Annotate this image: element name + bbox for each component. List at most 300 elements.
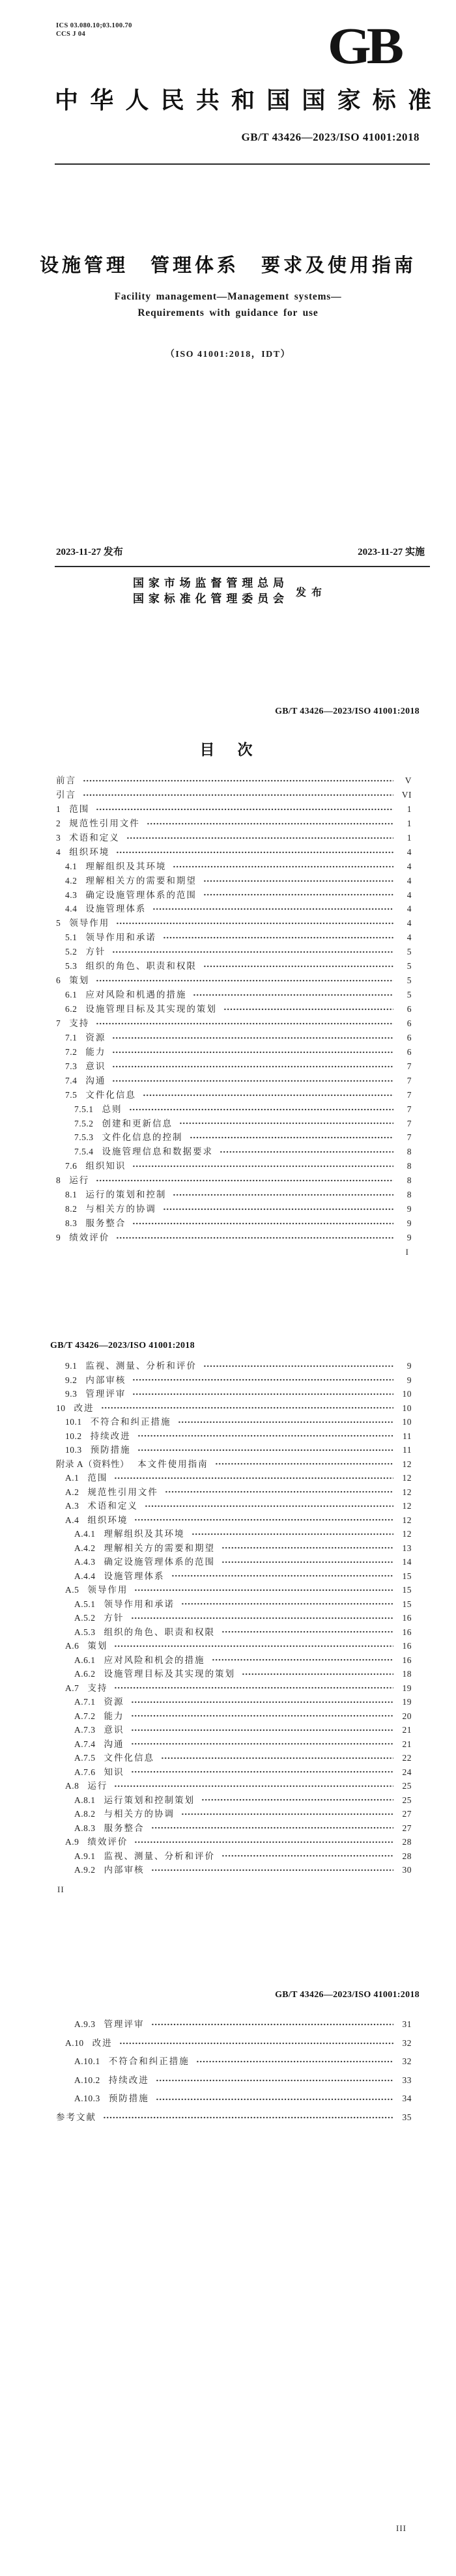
toc-row (56, 1485, 412, 1500)
toc-row (56, 1541, 412, 1556)
toc-row (56, 1102, 412, 1117)
toc-row (56, 902, 412, 916)
toc-row (56, 1045, 412, 1059)
toc-row (56, 1667, 412, 1681)
toc-entry-number: A.10.2 (74, 2075, 100, 2085)
toc-entry-page: 5 (406, 990, 412, 1000)
toc-entry-number: A.10.3 (74, 2093, 100, 2104)
toc-entry-number: A.7.6 (74, 1767, 96, 1777)
toc-row (56, 2034, 412, 2053)
dot-leader (203, 964, 393, 968)
toc-entry-number: 8 (56, 1175, 61, 1186)
toc-row (56, 1443, 412, 1457)
toc-entry-page: 31 (402, 2019, 412, 2029)
toc-entry-page: 4 (406, 904, 412, 914)
toc-entry-number: 10.2 (65, 1431, 82, 1441)
dot-leader (119, 2041, 393, 2045)
toc-entry-number: 9.3 (65, 1389, 78, 1399)
toc-row (56, 1625, 412, 1640)
toc-row (56, 959, 412, 973)
toc-row (56, 1513, 412, 1528)
dot-leader (132, 1222, 393, 1225)
toc-entry-page: 7 (406, 1118, 412, 1128)
toc-entry-page: 10 (402, 1389, 412, 1399)
toc-entry-title: 理解相关方的需要和期望 (85, 875, 197, 886)
toc-row (56, 2108, 412, 2127)
toc-entry-title: 范围 (87, 1473, 108, 1483)
toc-entry-title: 领导作用 (87, 1585, 128, 1595)
toc-row (56, 1765, 412, 1780)
toc-entry-number: A.8.2 (74, 1809, 96, 1819)
classification-codes (56, 21, 132, 38)
dot-leader (151, 1868, 394, 1872)
toc-entry-page: 1 (406, 818, 412, 828)
dot-leader (112, 950, 393, 954)
toc-entry-number: A.4.1 (74, 1529, 96, 1539)
toc-entry-page: 11 (403, 1445, 412, 1455)
dot-leader (161, 1756, 393, 1760)
toc-entry-page: 6 (406, 1046, 412, 1057)
toc-entry-number: A.8.3 (74, 1823, 96, 1833)
dot-leader (196, 2060, 393, 2064)
toc-row (56, 1807, 412, 1821)
toc-entry-number: 7 (56, 1018, 61, 1028)
dot-leader (201, 1798, 393, 1802)
toc-entry-title: 理解组织及其环境 (85, 861, 167, 871)
toc-row (56, 945, 412, 959)
toc-entry-page: 33 (402, 2075, 412, 2085)
toc-entry-title: 持续改进 (90, 1431, 131, 1441)
toc-entry-title: 内部审核 (104, 1865, 145, 1875)
dot-leader (171, 1574, 394, 1578)
toc-entry-page: V (405, 776, 412, 785)
toc-entry-title: 设施管理目标及其实现的策划 (85, 1004, 217, 1014)
toc-entry-title: 应对风险和机会的措施 (104, 1655, 205, 1665)
toc-entry-number: 5.2 (65, 947, 78, 957)
toc-entry-number: 10.1 (65, 1417, 82, 1427)
toc-entry-title: 方针 (85, 947, 106, 957)
dot-leader (134, 1518, 393, 1522)
toc-entry-number: A.10 (65, 2037, 84, 2048)
toc-row (56, 1821, 412, 1836)
toc-row (56, 916, 412, 931)
toc-entry-page: 4 (406, 889, 412, 900)
toc-entry-title: 内部审核 (85, 1375, 126, 1385)
toc-entry-title: 不符合和纠正措施 (90, 1417, 171, 1427)
toc-entry-number: 10 (56, 1403, 66, 1413)
toc-entry-page: 14 (402, 1557, 412, 1567)
toc-row (56, 1471, 412, 1485)
toc-row (56, 1751, 412, 1765)
dot-leader (116, 1236, 393, 1240)
toc-entry-number: A.7.3 (74, 1725, 96, 1735)
dot-leader (151, 2023, 394, 2026)
toc-entry-title: 确定设施管理体系的范围 (85, 889, 197, 900)
toc-entry-title: 沟通 (85, 1075, 106, 1085)
toc-entry-title: 组织环境 (87, 1515, 128, 1525)
toc-entry-title: 领导作用 (69, 918, 110, 929)
standard-code: GB/T 43426—2023/ISO 41001:2018 (241, 131, 420, 143)
toc-row (56, 1709, 412, 1724)
toc-entry-page: VI (401, 789, 412, 800)
toc-entry-page: 25 (402, 1781, 412, 1791)
toc-entry-title: 意识 (104, 1725, 124, 1735)
toc-entry-page: 18 (402, 1669, 412, 1679)
dot-leader (112, 1065, 393, 1069)
toc-title: 目 次 (199, 742, 257, 758)
iso-idt-note: （ISO 41001:2018，IDT） (165, 350, 291, 359)
dot-leader (212, 1658, 394, 1662)
toc-row (56, 1849, 412, 1864)
cover-top-rule (55, 163, 430, 165)
toc-entry-number: A.7.2 (74, 1711, 96, 1721)
dot-leader (143, 1093, 393, 1097)
toc-entry-page: 35 (402, 2112, 412, 2122)
toc-entry-title: 领导作用和承诺 (104, 1599, 175, 1609)
toc-entry-page: 34 (402, 2093, 412, 2104)
toc-entry-title: 改进 (74, 1403, 94, 1413)
toc-entry-page: 12 (402, 1529, 412, 1539)
toc-entry-title: 绩效评价 (87, 1837, 128, 1847)
toc-entry-number: A.5.1 (74, 1599, 96, 1609)
issuer-block (0, 576, 456, 607)
toc-entry-title: 与相关方的协调 (85, 1204, 156, 1214)
toc-entry-title: 预防措施 (108, 2093, 149, 2104)
toc-entry-page: 32 (402, 2056, 412, 2067)
toc-row (56, 1059, 412, 1074)
toc-entry-number: A.4.2 (74, 1543, 96, 1553)
toc-entry-page: 12 (402, 1515, 412, 1525)
dot-leader (134, 1840, 393, 1844)
toc-row (56, 788, 412, 802)
toc-entry-title: 能力 (104, 1711, 124, 1721)
toc-row (56, 1527, 412, 1541)
dot-leader (83, 793, 393, 797)
issue-date: 2023-11-27 发布 (56, 547, 123, 557)
toc-entry-page: 4 (406, 847, 412, 857)
dot-leader (147, 822, 393, 826)
toc-entry-page: 9 (406, 1361, 412, 1371)
toc-row (56, 1031, 412, 1045)
toc-row (56, 845, 412, 860)
dot-leader (114, 1784, 393, 1788)
toc-row (56, 1695, 412, 1709)
toc-entry-title: 创建和更新信息 (102, 1118, 173, 1128)
document-title-cn: 设施管理 管理体系 要求及使用指南 (39, 255, 416, 276)
toc-entry-number: 8.3 (65, 1218, 78, 1229)
toc-entry-page: 20 (402, 1711, 412, 1721)
toc-entry-title: 组织知识 (85, 1161, 126, 1171)
toc-entry-number: 5.3 (65, 961, 78, 972)
toc-entry-number: 7.5.4 (74, 1147, 94, 1157)
toc-entry-page: 19 (402, 1683, 412, 1693)
document-title-en-line1: Facility management—Management systems— (114, 291, 342, 302)
toc-row (56, 1117, 412, 1131)
dot-leader (152, 907, 393, 911)
toc-entry-title: 参考文献 (56, 2112, 96, 2122)
toc-entry-number: A.7.5 (74, 1753, 96, 1763)
toc-entry-number: 8.2 (65, 1204, 78, 1214)
toc-page-1 (0, 644, 456, 1288)
dot-leader (116, 850, 393, 854)
toc-entry-number: A.9.2 (74, 1865, 96, 1875)
toc-entry-number: 4.3 (65, 889, 78, 900)
toc-row (56, 1611, 412, 1625)
toc-entry-page: 4 (406, 932, 412, 943)
toc-entry-title: 总则 (102, 1104, 122, 1114)
toc-entry-title: 管理评审 (85, 1389, 126, 1399)
toc-entry-number: A.2 (65, 1487, 79, 1497)
toc-entry-number: A.7.4 (74, 1739, 96, 1749)
toc-entry-number: 7.4 (65, 1075, 78, 1085)
toc-entry-title: 运行 (69, 1175, 90, 1186)
toc-list (56, 2015, 412, 2127)
toc-entry-number: 9.2 (65, 1375, 78, 1385)
toc-entry-title: 术语和定义 (87, 1501, 138, 1511)
dot-leader (112, 1079, 393, 1083)
dot-leader (129, 1108, 394, 1112)
toc-row (56, 874, 412, 888)
toc-row (56, 1681, 412, 1696)
toc-entry-page: 7 (406, 1061, 412, 1071)
toc-row (56, 802, 412, 817)
toc-entry-page: 7 (406, 1132, 412, 1143)
toc-entry-title: 理解组织及其环境 (104, 1529, 185, 1539)
national-standard-title: 中华人民共和国国家标准 (55, 87, 431, 113)
toc-entry-page: 16 (402, 1655, 412, 1665)
toc-entry-page: 12 (402, 1487, 412, 1497)
toc-entry-number: 9.1 (65, 1361, 78, 1371)
toc-entry-page: 32 (402, 2037, 412, 2048)
toc-row (56, 1429, 412, 1444)
toc-row (56, 1793, 412, 1808)
toc-row (56, 860, 412, 874)
toc-entry-page: 30 (402, 1865, 412, 1875)
toc-entry-page: 16 (402, 1613, 412, 1623)
toc-row (56, 1499, 412, 1513)
toc-row (56, 1583, 412, 1597)
toc-row (56, 1555, 412, 1569)
dot-leader (220, 1150, 393, 1154)
toc-entry-page: 4 (406, 875, 412, 886)
dot-leader (131, 1616, 394, 1620)
toc-entry-number: 7.2 (65, 1046, 78, 1057)
toc-entry-title: 文件化信息的控制 (102, 1132, 183, 1143)
toc-row (56, 1639, 412, 1653)
toc-entry-page: 4 (406, 861, 412, 871)
toc-entry-page: 16 (402, 1627, 412, 1637)
toc-entry-title: 不符合和纠正措施 (108, 2056, 190, 2067)
dot-leader (96, 1179, 393, 1183)
toc-row (56, 1188, 412, 1202)
toc-entry-page: 7 (406, 1075, 412, 1085)
toc-entry-number: 10.3 (65, 1445, 82, 1455)
toc-row (56, 2015, 412, 2034)
toc-row (56, 1401, 412, 1416)
cover-bottom-rule (55, 566, 430, 567)
toc-row (56, 2052, 412, 2071)
toc-entry-number: 附录 A（资料性） (56, 1459, 130, 1469)
toc-entry-title: 运行的策划和控制 (85, 1190, 167, 1200)
dot-leader (223, 1007, 393, 1011)
toc-entry-page: 15 (402, 1571, 412, 1581)
toc-entry-page: 22 (402, 1753, 412, 1763)
toc-row (56, 1016, 412, 1031)
toc-row (56, 988, 412, 1002)
dot-leader (203, 1364, 393, 1368)
toc-entry-number: 5 (56, 918, 61, 929)
toc-entry-page: 5 (406, 947, 412, 957)
toc-entry-number: A.9 (65, 1837, 79, 1847)
dot-leader (131, 1728, 394, 1732)
toc-entry-number: 4.2 (65, 875, 78, 886)
toc-row (56, 973, 412, 988)
page-header: GB/T 43426—2023/ISO 41001:2018 (50, 1341, 195, 1351)
toc-entry-number: 7.6 (65, 1161, 78, 1171)
toc-entry-page: 12 (402, 1459, 412, 1469)
toc-entry-page: 21 (402, 1725, 412, 1735)
dot-leader (103, 2116, 393, 2120)
toc-entry-title: 设施管理信息和数据要求 (102, 1147, 213, 1157)
toc-entry-title: 领导作用和承诺 (85, 932, 156, 943)
dot-leader (131, 1700, 394, 1704)
toc-entry-number: A.4.4 (74, 1571, 96, 1581)
dot-leader (132, 1164, 393, 1168)
toc-entry-number: 6.1 (65, 990, 78, 1000)
toc-entry-page: 24 (402, 1767, 412, 1777)
toc-entry-title: 知识 (104, 1767, 124, 1777)
toc-entry-title: 运行 (87, 1781, 108, 1791)
dot-leader (193, 993, 393, 997)
toc-entry-number: 4.1 (65, 861, 78, 871)
toc-entry-number: A.4.3 (74, 1557, 96, 1567)
toc-entry-page: 8 (406, 1175, 412, 1186)
toc-entry-page: 7 (406, 1104, 412, 1114)
dot-leader (151, 1826, 394, 1830)
toc-entry-page: 4 (406, 918, 412, 929)
toc-row (56, 1569, 412, 1584)
toc-entry-number: 7.1 (65, 1032, 78, 1043)
toc-entry-number: 6 (56, 975, 61, 986)
toc-row (56, 1359, 412, 1373)
toc-entry-title: 引言 (56, 789, 76, 800)
toc-entry-number: 8.1 (65, 1190, 78, 1200)
dot-leader (114, 1644, 393, 1648)
toc-row (56, 1835, 412, 1849)
dot-leader (215, 1462, 393, 1466)
toc-entry-page: 6 (406, 1018, 412, 1028)
issuer-names (133, 576, 284, 607)
toc-row (56, 1863, 412, 1877)
toc-row (56, 817, 412, 831)
toc-entry-page: 9 (406, 1218, 412, 1229)
toc-entry-title: 管理评审 (104, 2019, 145, 2029)
toc-entry-title: 确定设施管理体系的范围 (104, 1557, 215, 1567)
dot-leader (221, 1546, 393, 1550)
dot-leader (145, 1504, 393, 1508)
toc-entry-number: 6.2 (65, 1004, 78, 1014)
toc-entry-number: 7.5.1 (74, 1104, 94, 1114)
issuer-line-1: 国家市场监督管理总局 (132, 577, 284, 589)
toc-entry-title: 预防措施 (90, 1445, 131, 1455)
dot-leader (112, 1036, 393, 1040)
toc-page-3 (0, 1932, 456, 2576)
dot-leader (96, 979, 393, 983)
toc-entry-page: 1 (406, 804, 412, 814)
dot-leader (156, 2079, 393, 2082)
toc-entry-title: 术语和定义 (69, 832, 120, 843)
dot-leader (221, 1630, 393, 1634)
toc-row (56, 1159, 412, 1173)
toc-entry-number: 1 (56, 804, 61, 814)
toc-entry-title: 方针 (104, 1613, 124, 1623)
toc-entry-page: 6 (406, 1004, 412, 1014)
toc-entry-number: A.6 (65, 1641, 79, 1651)
dot-leader (156, 2097, 393, 2101)
toc-entry-title: 监视、测量、分析和评价 (104, 1851, 215, 1861)
ics-code: ICS 03.080.10;03.100.70 (56, 22, 132, 29)
toc-entry-page: 21 (402, 1739, 412, 1749)
toc-entry-page: 7 (406, 1089, 412, 1100)
dot-leader (181, 1812, 393, 1816)
toc-row (56, 774, 412, 788)
toc-entry-number: 4 (56, 847, 61, 857)
dot-leader (203, 893, 393, 897)
page-number-roman: III (396, 2523, 406, 2533)
dot-leader (163, 936, 393, 940)
toc-entry-number: A.9.1 (74, 1851, 96, 1861)
dot-leader (101, 1406, 394, 1410)
toc-entry-page: 9 (406, 1375, 412, 1385)
toc-row (56, 1173, 412, 1188)
toc-entry-number: A.1 (65, 1473, 79, 1483)
page-header: GB/T 43426—2023/ISO 41001:2018 (275, 1990, 420, 2000)
dot-leader (116, 921, 393, 925)
toc-entry-page: 13 (402, 1543, 412, 1553)
toc-row (56, 2090, 412, 2108)
toc-entry-number: A.8 (65, 1781, 79, 1791)
dot-leader (163, 1207, 393, 1211)
toc-row (56, 1653, 412, 1668)
toc-entry-number: 3 (56, 832, 61, 843)
toc-entry-number: 7.3 (65, 1061, 78, 1071)
dot-leader (173, 1193, 393, 1197)
toc-entry-page: 25 (402, 1795, 412, 1805)
dot-leader (179, 1121, 393, 1125)
dot-leader (192, 1532, 394, 1536)
toc-entry-number: A.6.1 (74, 1655, 96, 1665)
toc-entry-number: 7.5 (65, 1089, 78, 1100)
gb-logo: GB (327, 17, 400, 75)
dot-leader (131, 1770, 394, 1774)
toc-entry-page: 12 (402, 1473, 412, 1483)
toc-list (56, 1359, 412, 1877)
dot-leader (242, 1672, 393, 1676)
toc-row (56, 888, 412, 903)
toc-entry-title: 策划 (69, 975, 90, 986)
dot-leader (126, 836, 393, 840)
toc-entry-number: 9 (56, 1233, 61, 1242)
toc-entry-title: 与相关方的协调 (104, 1809, 175, 1819)
toc-entry-title: 设施管理体系 (104, 1571, 165, 1581)
toc-entry-number: A.6.2 (74, 1669, 96, 1679)
toc-entry-number: 7.5.3 (74, 1132, 94, 1143)
toc-row (56, 1216, 412, 1231)
dot-leader (137, 1434, 393, 1438)
dot-leader (112, 1050, 393, 1054)
toc-entry-number: 2 (56, 818, 61, 828)
toc-entry-page: 1 (406, 832, 412, 843)
